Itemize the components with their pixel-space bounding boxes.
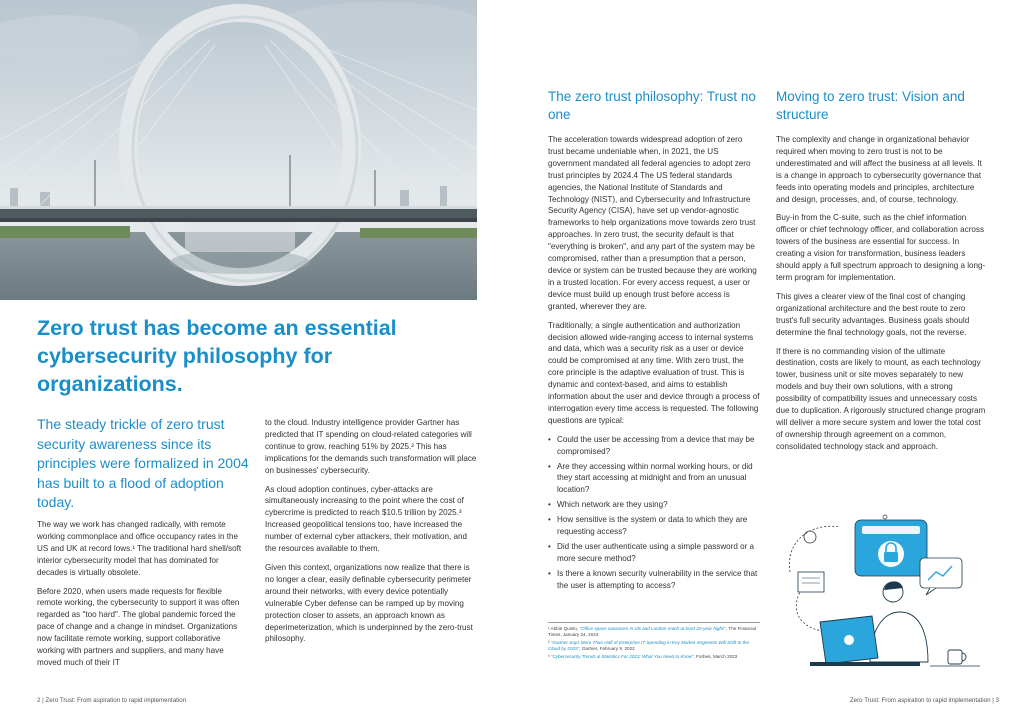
footnote: ³ "Cybersecurity Trends & Statistics For 2023; What You Need to Know", Forbes, March 2023: [548, 653, 738, 659]
paragraph: Traditionally, a single authentication and authorization decision allowed wide-ranging access to internal systems and data, which was a security risk as a user or device could be compromised at any time. With zero trust, the core principle is the adaptive evaluation of trust. This is dynamic and context-based, and aims to establish information about the user and device through a process of interrogation every time access is requested. The following questions are typical:: [548, 320, 760, 425]
paragraph: If there is no commanding vision of the ultimate destination, costs are likely to mount, as each technology tower, business unit or site moves separately to new models and buy their own solutions, with a strong possibility of compatibility issues and unnecessary costs due to duplication. A rigorously structured change program will deliver a more secure system and lower the total cost of ownership through agreement on a common, consolidated technology stack and approach.: [776, 346, 986, 451]
list-item: • How sensitive is the system or data to which they are requesting access?: [548, 514, 760, 538]
list-item: • Which network are they using?: [548, 499, 760, 511]
left-column-1: [37, 519, 249, 676]
person-laptop-illustration: [780, 512, 990, 672]
questions-list: [548, 434, 760, 592]
paragraph: This gives a clearer view of the final cost of changing organizational architecture and the best route to zero trust's full security advantages. Business goals should determine the final technology goals, not the reverse.: [776, 291, 970, 337]
footnotes: [548, 622, 760, 661]
right-column-2: [776, 134, 988, 460]
footnote: ² "Gartner Says More Than Half of Enterprise IT Spending in Key Market Segments Will Shift to the Cloud by 2025", Gartner, February 9, 2022: [548, 639, 749, 652]
lead-paragraph: The steady trickle of zero trust security awareness since its principles were formalized in 2004 has built to a flood of adoption today.: [37, 416, 249, 510]
left-column-2: [265, 417, 477, 652]
headline: Zero trust has become an essential cybersecurity philosophy for organizations.: [37, 316, 397, 396]
bridge-ring-photo: [0, 0, 477, 300]
section-heading-zero-trust-philosophy: The zero trust philosophy: Trust no one: [548, 89, 756, 122]
paragraph: Before 2020, when users made requests for flexible remote working, the cybersecurity to support it was often regarded as "too hard". The global pandemic forced the pace of change and a change in mindset. Organizations now facilitate remote working, support collaborative working with partners and suppliers, and many have moved much of their IT: [37, 586, 240, 667]
footnote: ¹ Abbie Quinlo, "Office space vacancies in US and London reach at least 20-year highs", The Financial Times, January 24, 2023: [548, 626, 756, 638]
paragraph: The way we work has changed radically, with remote working commonplace and office occupancy rates in the US and UK at record lows.¹ The traditional hard shell/soft interior cybersecurity model that has dominated for decades is virtually obsolete.: [37, 520, 242, 577]
footnote-link[interactable]: "Cybersecurity Trends & Statistics For 2023; What You Need to Know": [550, 653, 694, 659]
paragraph: The complexity and change in organizational behavior required when moving to zero trust is not to be underestimated and will affect the business at all levels. It is a change in approach to cybersecurity governance that feeds into operating models and principles, architecture and design, processes, and, of course, technology.: [776, 135, 982, 204]
footnote-link[interactable]: "Gartner Says More Than Half of Enterprise IT Spending in Key Market Segments Will Shift to the Cloud by 2025": [548, 639, 749, 652]
right-column-1: [548, 134, 760, 598]
list-item: • Is there a known security vulnerability in the service that the user is attempting to access?: [548, 568, 760, 592]
paragraph: As cloud adoption continues, cyber-attacks are simultaneously increasing to the point where the cost of cybercrime is predicted to reach $10.5 trillion by 2025.³ Increased geopolitical tensions too, have increased the number of external cyber attackers, their motivation, and the resources available to them.: [265, 484, 467, 554]
paragraph: Buy-in from the C-suite, such as the chief information officer or chief technology officer, and collaboration across towers of the business are essential for success. In creating a vision for transformation, business leaders should apply a full spectrum approach to designing a long-term program for implementation.: [776, 213, 986, 282]
footnote-link[interactable]: "Office space vacancies in US and London reach at least 20-year highs": [579, 626, 726, 631]
list-item: • Did the user authenticate using a simple password or a more secure method?: [548, 541, 760, 565]
list-item: • Are they accessing within normal working hours, or did they start accessing at midnight and from an unusual location?: [548, 461, 760, 497]
section-heading-moving-to-zero-trust: Moving to zero trust: Vision and structure: [776, 89, 965, 122]
footer-right: Zero Trust: From aspiration to rapid implementation | 3: [849, 697, 999, 704]
list-item: • Could the user be accessing from a device that may be compromised?: [548, 434, 760, 458]
footer-left: 2 | Zero Trust: From aspiration to rapid implementation: [37, 697, 187, 704]
paragraph: Given this context, organizations now realize that there is no longer a clear, easily definable cybersecurity perimeter around their networks, with every device potentially vulnerable Cyber defense can be ramped up by moving protection closer to assets, an approach known as deperimeterization, which is underpinned by the zero-trust philosophy.: [265, 562, 473, 644]
paragraph: The acceleration towards widespread adoption of zero trust became undeniable when, in 2021, the US government mandated all federal agencies to adopt zero trust principles by 2024.4 The US federal standards agencies, the National Institute of Standards and Technology (NIST), and Cybersecurity and Infrastructure Security Agency (CISA), have set up vendor-agnostic frameworks to help organizations move towards zero trust approaches. In zero trust, the security default is that "everything is broken", and any part of the system may be compromised, rather than a presumption that a person, device or system can be trusted because they are working in a trusted location. For every access request, a user or device must build up enough trust before access is granted, wherever they are.: [548, 135, 757, 311]
paragraph: to the cloud. Industry intelligence provider Gartner has predicted that IT spending on cloud-related categories will continue to grow, reaching 51% by 2025.² This has implications for the demands such transformation will place on businesses' cybersecurity.: [265, 418, 477, 475]
